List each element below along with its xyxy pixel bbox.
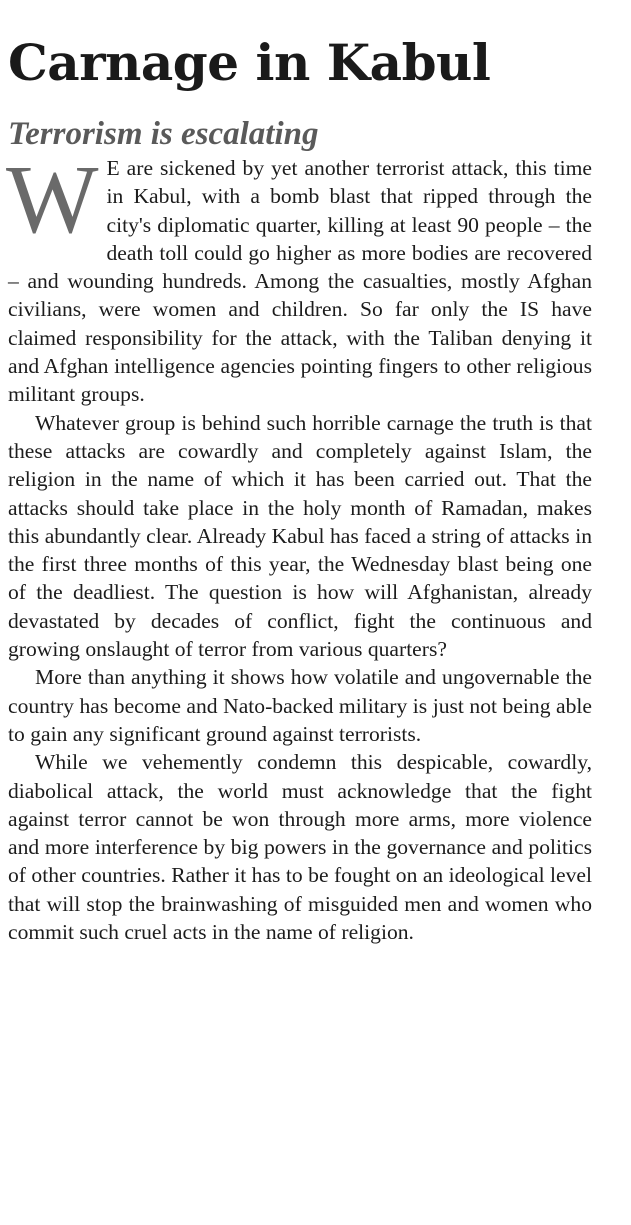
paragraph-2: Whatever group is behind such horrible carnage the truth is that these attacks are cowardly and completely against Islam, the religion in the name of which it has been carried out. That the attacks should take place in the holy month of Ramadan, makes this abundantly clear. Already Kabul has faced a string of attacks in the first three months of this year, the Wednesday blast being one of the deadliest. The question is how will Afghanistan, already devastated by decades of conflict, fight the continuous and growing onslaught of terror from various quarters?: [8, 410, 592, 662]
drop-cap: W: [6, 146, 99, 254]
paragraph-1: [6, 146, 592, 409]
paragraph-3: More than anything it shows how volatile and ungovernable the country has become and Nato-backed military is just not being able to gain any significant ground against terrorists.: [8, 665, 592, 746]
article-body: [6, 146, 592, 946]
headline: Carnage in Kabul: [8, 33, 491, 92]
paragraph-4: While we vehemently condemn this despicable, cowardly, diabolical attack, the world must acknowledge that the fight against terror cannot be won through more arms, more violence and more interference by big powers in the governance and politics of other countries. Rather it has to be fought on an ideological level that will stop the brainwashing of misguided men and women who commit such cruel acts in the name of religion.: [8, 750, 592, 945]
paragraph-1-text: are sickened by yet another terrorist attack, this time in Kabul, with a bomb blast that ripped through the city's diplomatic quarter, killing at least 90 people – the death toll could go higher as more bodies are recovered – and wounding hundreds. Among the casualties, mostly Afghan civilians, were women and children. So far only the IS have claimed responsibility for the attack, with the Taliban denying it and Afghan intelligence agencies pointing fingers to other religious militant groups.: [8, 156, 592, 407]
subheadline: Terrorism is escalating: [8, 116, 319, 152]
first-word-rest: E: [106, 156, 120, 180]
editorial-article: [8, 28, 592, 946]
